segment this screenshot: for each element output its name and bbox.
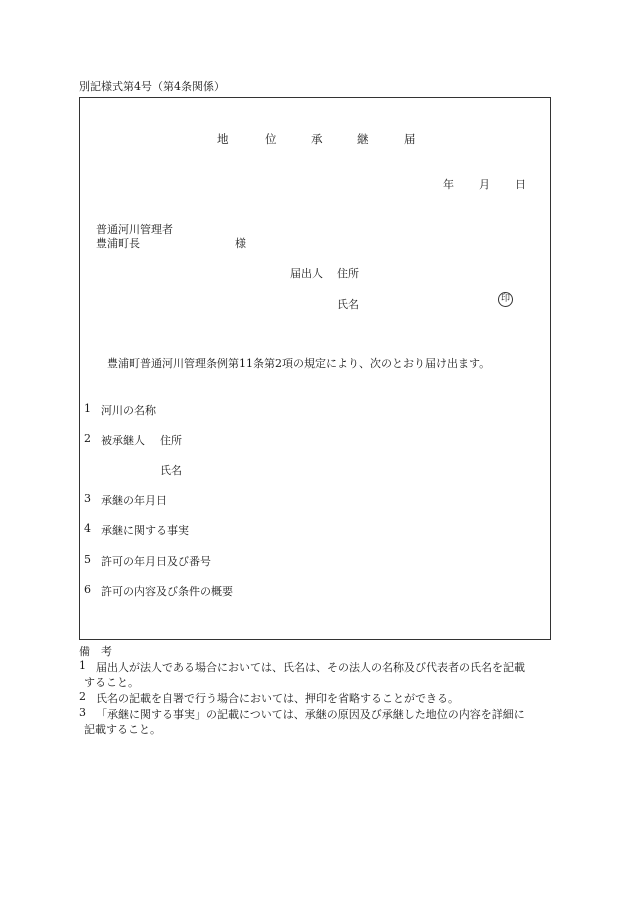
statement-text: 豊浦町普通河川管理条例第11条第2項の規定により、次のとおり届け出ます。 <box>107 357 491 370</box>
item-1-label: 河川の名称 <box>101 404 156 417</box>
item-4-label: 承継に関する事実 <box>101 524 189 537</box>
item-2-address-label: 住所 <box>160 434 182 447</box>
note-1-number: 1 <box>79 659 86 672</box>
title-char-5: 届 <box>404 132 416 146</box>
date-month-label: 月 <box>479 178 490 191</box>
note-1-line1: 届出人が法人である場合においては、氏名は、その法人の名称及び代表者の氏名を記載 <box>96 661 525 674</box>
title-char-2: 位 <box>265 132 277 146</box>
applicant-label: 届出人 <box>290 267 323 280</box>
item-6-number: 6 <box>84 583 91 596</box>
note-3-number: 3 <box>79 706 86 719</box>
addressee-line1: 普通河川管理者 <box>96 223 173 236</box>
addressee-honorific: 様 <box>235 237 246 250</box>
seal-mark: 印 <box>498 292 513 307</box>
item-2-number: 2 <box>84 432 91 445</box>
note-2-line1: 氏名の記載を自署で行う場合においては、押印を省略することができる。 <box>96 692 459 705</box>
title-char-1: 地 <box>217 132 229 146</box>
date-day-label: 日 <box>515 178 526 191</box>
item-4-number: 4 <box>84 522 91 535</box>
item-3-label: 承継の年月日 <box>101 494 167 507</box>
item-2-label: 被承継人 <box>101 434 145 447</box>
item-5-label: 許可の年月日及び番号 <box>101 555 211 568</box>
note-3-line2: 記載すること。 <box>84 723 161 736</box>
title-char-4: 継 <box>357 132 369 146</box>
applicant-address-label: 住所 <box>337 267 359 280</box>
note-3-line1: 「承継に関する事実」の記載については、承継の原因及び承継した地位の内容を詳細に <box>96 708 525 721</box>
addressee-line2: 豊浦町長 <box>96 237 140 250</box>
note-1-line2: すること。 <box>84 676 139 689</box>
title-char-3: 承 <box>311 132 323 146</box>
note-2-number: 2 <box>79 690 86 703</box>
date-year-label: 年 <box>443 178 454 191</box>
item-2-name-label: 氏名 <box>160 464 182 477</box>
applicant-name-label: 氏名 <box>337 298 359 311</box>
item-5-number: 5 <box>84 553 91 566</box>
item-3-number: 3 <box>84 492 91 505</box>
notes-heading: 備 考 <box>79 645 112 658</box>
item-6-label: 許可の内容及び条件の概要 <box>101 585 233 598</box>
form-number: 別記様式第4号（第4条関係） <box>79 80 225 93</box>
item-1-number: 1 <box>84 402 91 415</box>
